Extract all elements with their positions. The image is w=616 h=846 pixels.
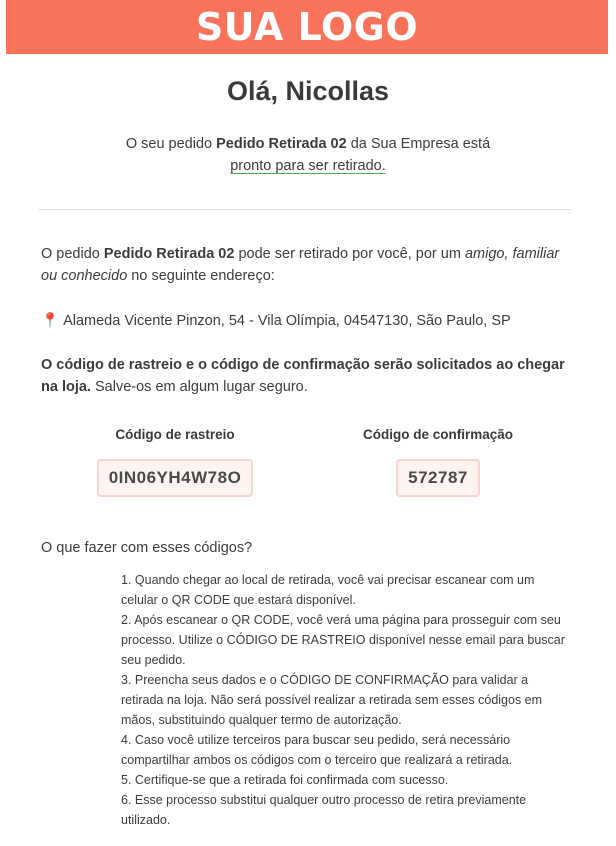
ready-status-link[interactable]: pronto para ser retirado. bbox=[230, 158, 386, 174]
pin-icon: 📍 bbox=[41, 313, 60, 329]
email-header bbox=[6, 0, 608, 54]
address-text: Alameda Vicente Pinzon, 54 - Vila Olímpia, 04547130, São Paulo, SP bbox=[63, 313, 511, 329]
pickup-suffix: no seguinte endereço: bbox=[127, 268, 275, 284]
pickup-middle: pode ser retirado por você, por um bbox=[234, 246, 465, 262]
pickup-who: amigo, familiar ou conhecido bbox=[41, 246, 560, 284]
tracking-code-value: 0IN06YH4W78O bbox=[97, 459, 254, 497]
pickup-order-name: Pedido Retirada 02 bbox=[103, 246, 235, 262]
list-item: 3. Preencha seus dados e o CÓDIGO DE CONFIRMAÇÃO para validar a retirada na loja. Não será possível realizar a retirada sem esses códigos em mãos, substituindo qualquer termo de autorização. bbox=[121, 673, 543, 727]
list-item: 4. Caso você utilize terceiros para buscar seu pedido, será necessário compartilhar ambos os códigos com o terceiro que realizará a retirada. bbox=[121, 733, 513, 767]
list-item: 5. Certifique-se que a retirada foi confirmada com sucesso. bbox=[121, 773, 449, 787]
instructions-heading: O que fazer com esses códigos? bbox=[41, 540, 253, 556]
notice-rest: Salve-os em algum lugar seguro. bbox=[90, 379, 308, 395]
greeting-title: Olá, Nicollas bbox=[226, 76, 390, 106]
intro-prefix: O seu pedido bbox=[125, 136, 217, 152]
tracking-code-label: Código de rastreio bbox=[115, 427, 235, 442]
pickup-prefix: O pedido bbox=[41, 246, 104, 262]
brand-logo: SUA LOGO bbox=[195, 5, 419, 49]
codes-notice bbox=[41, 354, 571, 398]
instructions-list bbox=[121, 570, 573, 830]
tracking-code-block bbox=[94, 427, 256, 497]
pickup-address bbox=[41, 310, 571, 332]
list-item: 6. Esse processo substitui qualquer outro processo de retira previamente utilizado. bbox=[121, 793, 527, 827]
list-item: 1. Quando chegar ao local de retirada, você vai precisar escanear com um celular o QR CODE que estará disponível. bbox=[121, 573, 535, 607]
pickup-paragraph bbox=[41, 243, 571, 287]
intro-paragraph bbox=[0, 133, 616, 177]
confirmation-code-label: Código de confirmação bbox=[362, 427, 514, 442]
list-item: 2. Após escanear o QR CODE, você verá uma página para prosseguir com seu processo. Utilize o CÓDIGO DE RASTREIO disponível nesse email para buscar seu pedido. bbox=[121, 613, 565, 667]
intro-order-name: Pedido Retirada 02 bbox=[216, 136, 347, 152]
notice-bold: O código de rastreio e o código de confirmação serão solicitados ao chegar na loja. bbox=[41, 357, 565, 395]
intro-middle: da Sua Empresa está bbox=[346, 136, 491, 152]
section-divider bbox=[38, 209, 572, 210]
confirmation-code-value: 572787 bbox=[396, 459, 480, 497]
confirmation-code-block bbox=[348, 427, 528, 497]
